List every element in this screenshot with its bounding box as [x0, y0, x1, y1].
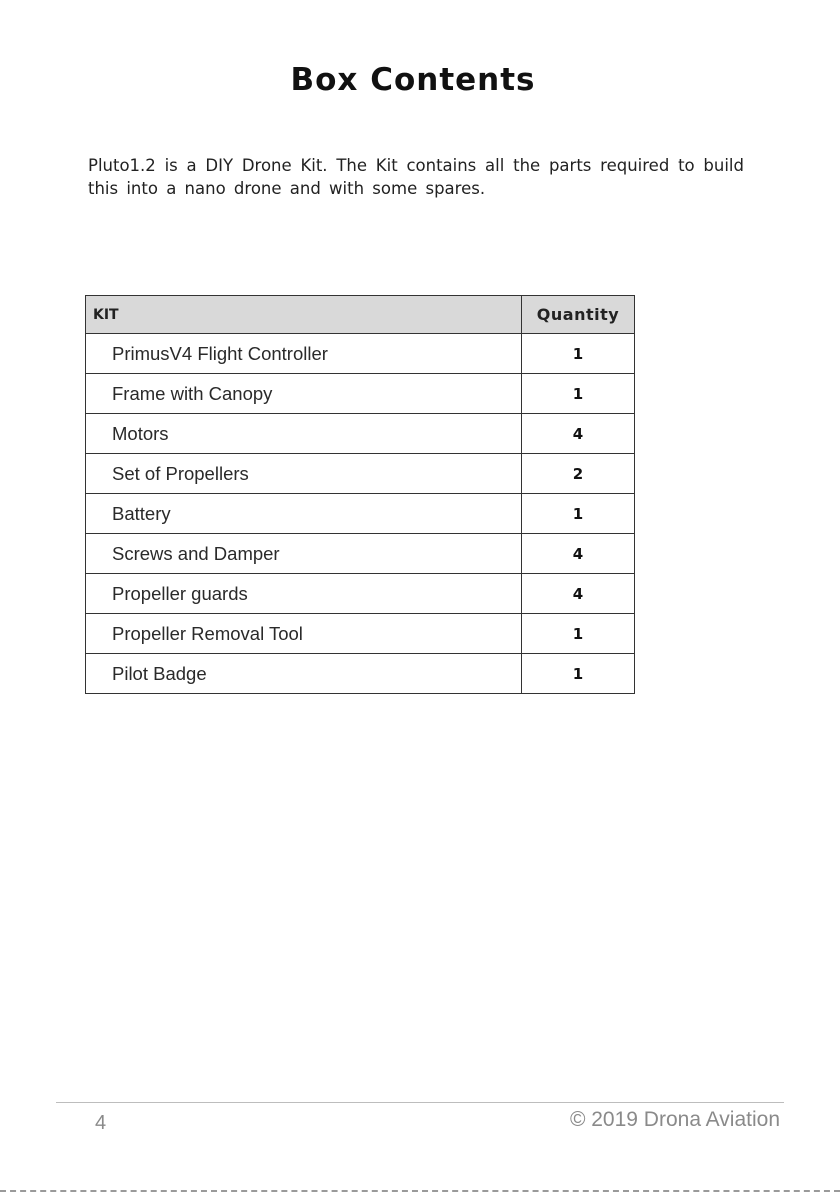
table-row: [86, 414, 635, 454]
item-quantity: 4: [522, 534, 635, 574]
item-quantity: 1: [522, 374, 635, 414]
table-row: [86, 574, 635, 614]
item-quantity: 2: [522, 454, 635, 494]
copyright-notice: © 2019 Drona Aviation: [569, 1108, 780, 1131]
box-contents-table: [85, 295, 635, 694]
item-name: Pilot Badge: [86, 654, 522, 694]
page-number: 4: [95, 1112, 107, 1134]
item-name: Propeller guards: [86, 574, 522, 614]
item-quantity: 4: [522, 414, 635, 454]
table-row: [86, 494, 635, 534]
footer-divider: [56, 1102, 784, 1103]
item-name: Propeller Removal Tool: [86, 614, 522, 654]
item-name: Battery: [86, 494, 522, 534]
item-name: Motors: [86, 414, 522, 454]
item-name: Screws and Damper: [86, 534, 522, 574]
kit-column-header: KIT: [86, 296, 522, 334]
item-quantity: 1: [522, 614, 635, 654]
item-name: Frame with Canopy: [86, 374, 522, 414]
table-row: [86, 534, 635, 574]
page-title: Box Contents: [290, 62, 536, 98]
page-bottom-edge: [0, 1187, 840, 1192]
item-quantity: 1: [522, 654, 635, 694]
table-row: [86, 334, 635, 374]
intro-paragraph: Pluto1.2 is a DIY Drone Kit. The Kit contains all the parts required to build this into a nano drone and with some spares.: [88, 156, 744, 198]
item-quantity: 4: [522, 574, 635, 614]
item-name: Set of Propellers: [86, 454, 522, 494]
table-row: [86, 614, 635, 654]
table-row: [86, 374, 635, 414]
item-quantity: 1: [522, 494, 635, 534]
item-quantity: 1: [522, 334, 635, 374]
table-row: [86, 654, 635, 694]
table-row: [86, 454, 635, 494]
item-name: PrimusV4 Flight Controller: [86, 334, 522, 374]
table-header-row: [86, 296, 635, 334]
quantity-column-header: Quantity: [522, 296, 635, 334]
